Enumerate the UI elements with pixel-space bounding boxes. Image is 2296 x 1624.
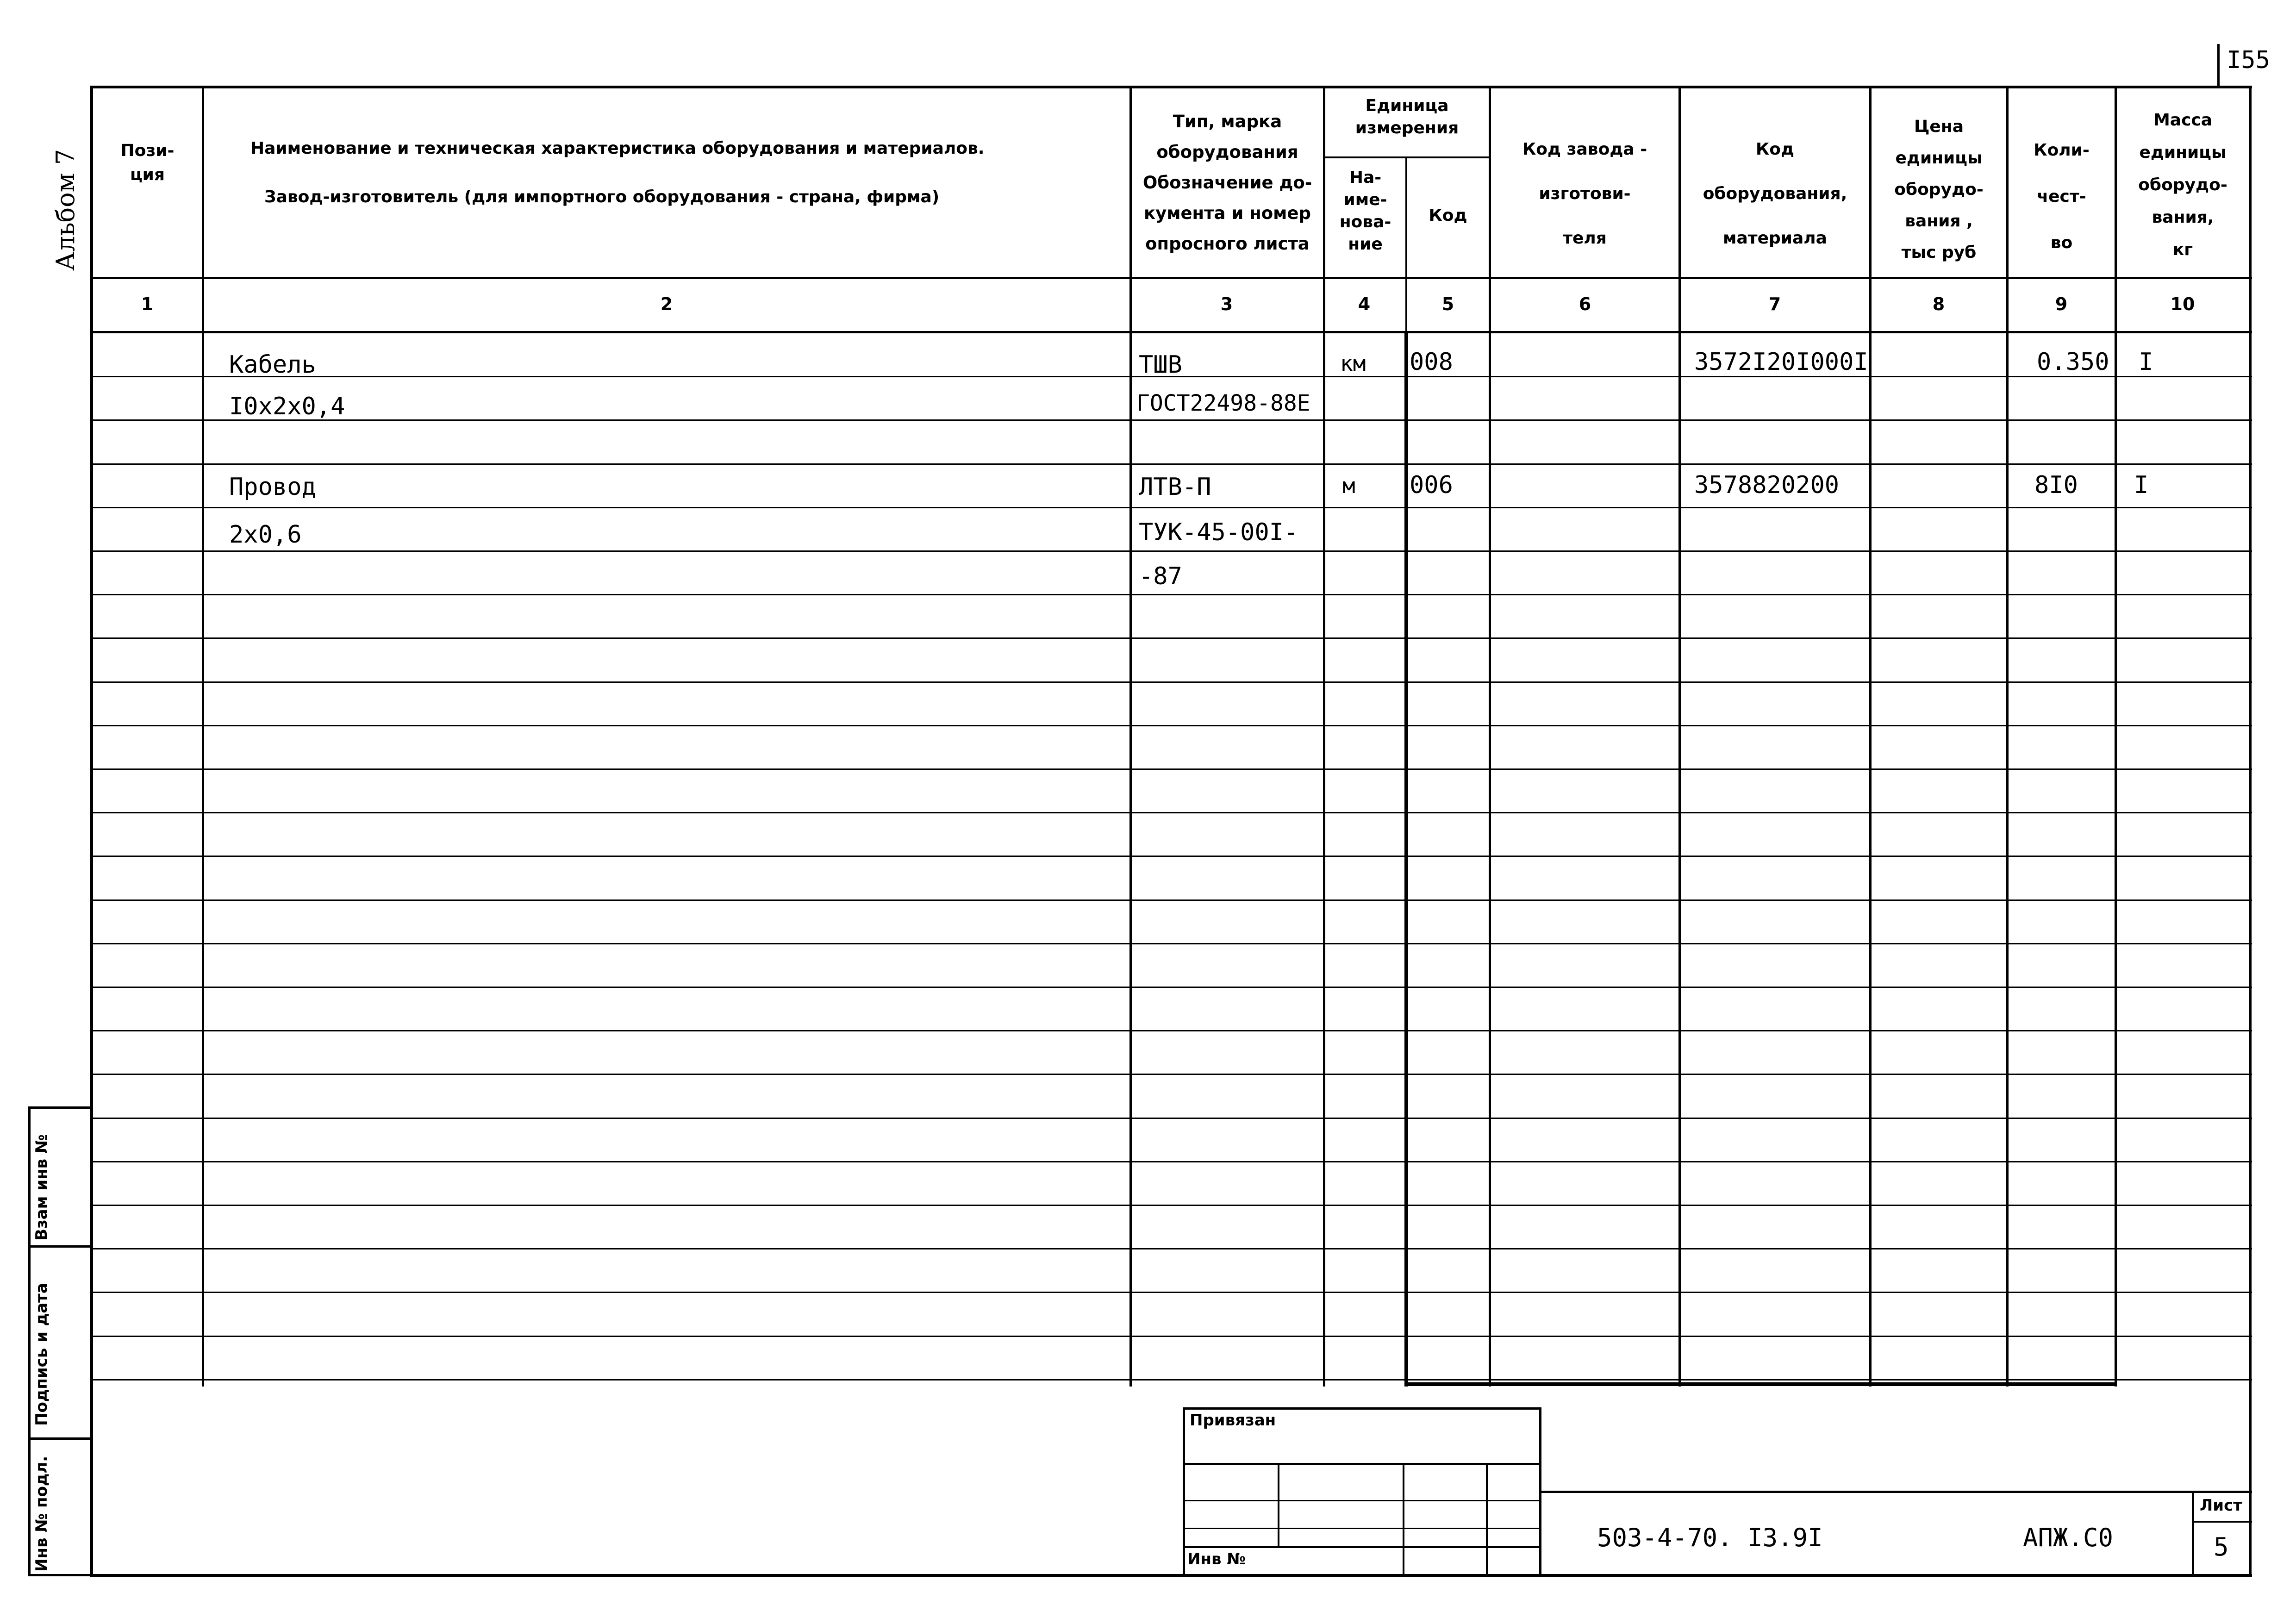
item-unit-code: 008 bbox=[1410, 348, 1453, 376]
privyazan-label: Привязан bbox=[1190, 1411, 1276, 1430]
row-line bbox=[90, 681, 2252, 683]
item-equipment-code: 3572I20I000I bbox=[1694, 348, 1868, 376]
sign-date-label: Подпись и дата bbox=[32, 1283, 51, 1426]
item-mass: I bbox=[2139, 348, 2153, 376]
header-factory-code: Код завода - изготови- теля bbox=[1522, 140, 1647, 248]
doc-code: 503-4-70. I3.9I bbox=[1597, 1523, 1823, 1552]
row-line bbox=[90, 507, 2252, 508]
header-mass: Масса единицы оборудо- вания, кг bbox=[2138, 111, 2227, 259]
item-equipment-code: 3578820200 bbox=[1694, 471, 1840, 499]
col-num-5: 5 bbox=[1441, 294, 1454, 314]
row-line bbox=[90, 1161, 2252, 1162]
row-line bbox=[90, 550, 2252, 552]
header-position: Пози- ция bbox=[120, 141, 175, 184]
row-line bbox=[90, 463, 2252, 465]
col-num-3: 3 bbox=[1220, 294, 1233, 314]
header-name-line2: Завод-изготовитель (для импортного оборудования - страна, фирма) bbox=[264, 187, 940, 206]
col-num-4: 4 bbox=[1358, 294, 1371, 314]
row-line bbox=[90, 637, 2252, 639]
row-line bbox=[90, 594, 2252, 595]
col-num-10: 10 bbox=[2170, 294, 2195, 314]
set-code: АПЖ.С0 bbox=[2023, 1523, 2114, 1552]
row-line bbox=[90, 987, 2252, 988]
item-quantity: 8I0 bbox=[2034, 471, 2078, 499]
row-line bbox=[90, 1030, 2252, 1031]
row-line bbox=[90, 1205, 2252, 1206]
row-line bbox=[90, 943, 2252, 944]
item-unit-code: 006 bbox=[1410, 471, 1453, 499]
row-line bbox=[90, 812, 2252, 813]
row-line bbox=[90, 1118, 2252, 1119]
header-unit-code: Код bbox=[1429, 206, 1467, 225]
row-line bbox=[90, 1336, 2252, 1337]
row-line bbox=[90, 725, 2252, 726]
header-equipment-code: Код оборудования, материала bbox=[1703, 140, 1847, 248]
col-num-7: 7 bbox=[1768, 294, 1781, 314]
row-line bbox=[90, 1248, 2252, 1249]
header-type: Тип, марка оборудования Обозначение до- кумента и номер опросного листа bbox=[1142, 112, 1312, 254]
row-line bbox=[90, 419, 2252, 421]
header-price: Цена единицы оборудо- вания , тыс руб bbox=[1894, 117, 1984, 262]
row-line bbox=[90, 1292, 2252, 1293]
item-name: 2х0,6 bbox=[229, 521, 302, 549]
item-type: ТУК-45-00I- bbox=[1139, 518, 1298, 546]
row-line bbox=[90, 1379, 2252, 1380]
item-type: ЛТВ-П bbox=[1139, 473, 1211, 501]
item-unit: км bbox=[1340, 351, 1366, 376]
header-quantity: Коли- чест- во bbox=[2034, 141, 2090, 252]
col-num-6: 6 bbox=[1578, 294, 1591, 314]
inv-orig-label: Инв № подл. bbox=[32, 1455, 51, 1572]
vzam-label: Взам инв № bbox=[32, 1134, 51, 1241]
item-name: Кабель bbox=[229, 351, 316, 379]
item-name: I0х2х0,4 bbox=[229, 393, 345, 420]
col-num-9: 9 bbox=[2055, 294, 2068, 314]
item-unit: м bbox=[1342, 473, 1355, 498]
row-line bbox=[90, 1074, 2252, 1075]
item-type: ГОСТ22498-88Е bbox=[1136, 390, 1310, 416]
header-unit-group: Единица измерения bbox=[1355, 96, 1459, 137]
col-num-1: 1 bbox=[141, 294, 154, 314]
sheet-number: 5 bbox=[2214, 1532, 2229, 1562]
header-unit-name: На- име- нова- ние bbox=[1339, 168, 1391, 254]
row-line bbox=[90, 768, 2252, 770]
page-number: I55 bbox=[2227, 46, 2270, 74]
header-name-line1: Наименование и техническая характеристика оборудования и материалов. bbox=[250, 139, 985, 158]
item-type: -87 bbox=[1139, 562, 1182, 590]
album-label: Альбом 7 bbox=[51, 149, 80, 271]
item-quantity: 0.350 bbox=[2037, 348, 2109, 376]
col-num-8: 8 bbox=[1932, 294, 1945, 314]
row-line bbox=[90, 856, 2252, 857]
item-mass: I bbox=[2134, 471, 2149, 499]
col-num-2: 2 bbox=[660, 294, 673, 314]
item-name: Провод bbox=[229, 473, 316, 501]
row-line bbox=[90, 899, 2252, 901]
item-type: ТШВ bbox=[1139, 351, 1182, 379]
sheet-label: Лист bbox=[2200, 1496, 2242, 1515]
inv-no-label: Инв № bbox=[1187, 1550, 1246, 1568]
